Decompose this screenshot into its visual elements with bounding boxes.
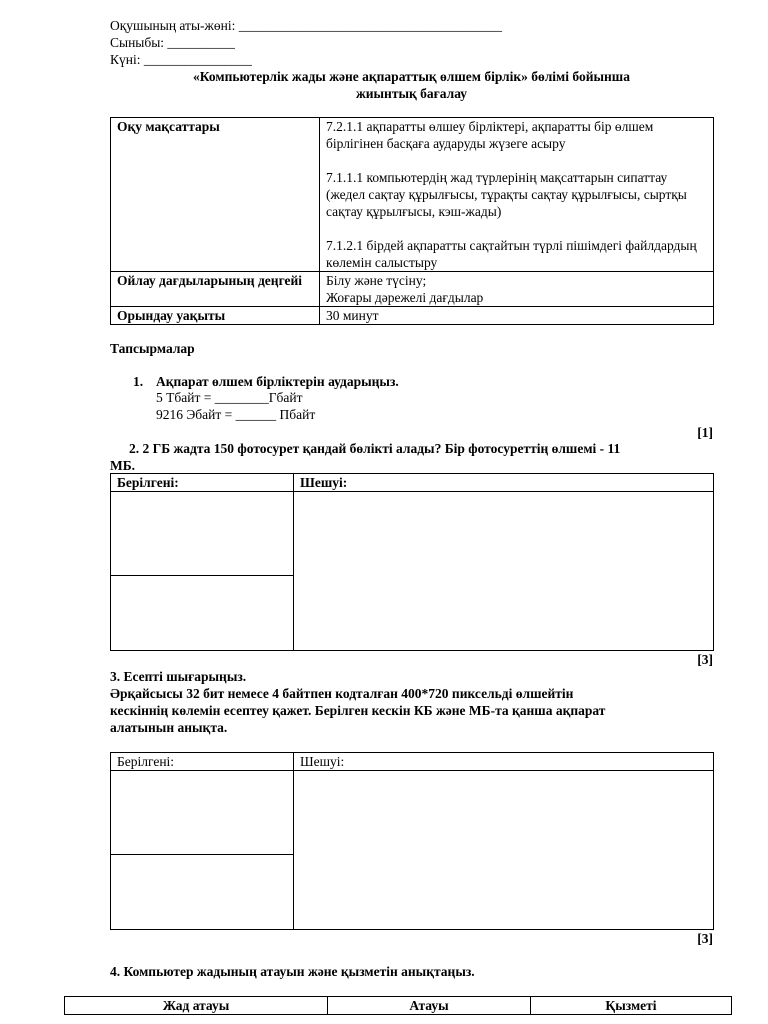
thinking-level-value	[320, 272, 714, 307]
page-title-line1: «Компьютерлік жады және ақпараттық өлшем бірлік» бөлімі бойынша	[193, 69, 630, 84]
task2-mark: [3]	[697, 652, 713, 667]
objective-3: 7.1.2.1 бірдей ақпаратты сақтайтын түрлі пішімдегі файлдардың көлемін салыстыру	[326, 238, 697, 270]
objectives-label: Оқу мақсаттары	[111, 118, 320, 272]
task3-answer-table	[110, 752, 714, 930]
task3-solution-cell[interactable]	[294, 771, 714, 930]
task3-solution-header: Шешуі:	[294, 753, 714, 771]
table-row	[111, 474, 714, 492]
objective-2: 7.1.1.1 компьютердің жад түрлерінің мақсаттарын сипаттау (жедел сақтау құрылғысы, тұрақты сақтау құрылғысы, сыртқы сақтау құрылғысы, кэш-жады)	[326, 170, 687, 219]
task1-number: 1.	[133, 374, 144, 389]
task2-solution-cell[interactable]	[294, 492, 714, 651]
task1-mark: [1]	[697, 425, 713, 440]
task3-line1: Әрқайсысы 32 бит немесе 4 байтпен кодталған 400*720 пиксельді өлшейтін	[110, 686, 574, 701]
thinking-level-2: Жоғары дәрежелі дағдылар	[326, 290, 484, 305]
task2-solution-header: Шешуі:	[294, 474, 714, 492]
table-row	[111, 771, 714, 855]
table-row	[65, 997, 732, 1015]
task4-heading: 4. Компьютер жадының атауын және қызметін анықтаңыз.	[110, 964, 475, 979]
task1-title: Ақпарат өлшем бірліктерін аударыңыз.	[156, 374, 399, 389]
objective-1: 7.2.1.1 ақпаратты өлшеу бірліктері, ақпаратты бір өлшем бірлігінен басқаға аударуды жүзеге асыру	[326, 119, 654, 151]
task2-line1: 2. 2 ГБ жадта 150 фотосурет қандай бөлікті алады? Бір фотосуреттің өлшемі - 11	[129, 441, 621, 456]
table-row	[111, 307, 714, 325]
task3-heading: 3. Есепті шығарыңыз.	[110, 669, 247, 684]
table-row	[111, 492, 714, 576]
task4-table	[64, 996, 732, 1015]
task4-col-memory-name: Жад атауы	[65, 997, 328, 1015]
task2-given-cell-2[interactable]	[111, 576, 294, 651]
task1-line2: 9216 Эбайт = ______ Пбайт	[156, 407, 316, 422]
task4-col-name: Атауы	[328, 997, 531, 1015]
thinking-level-label: Ойлау дағдыларының деңгейі	[111, 272, 320, 307]
objectives-table	[110, 117, 714, 325]
thinking-level-1: Білу және түсіну;	[326, 273, 427, 288]
task2-given-cell[interactable]	[111, 492, 294, 576]
objectives-value	[320, 118, 714, 272]
table-row	[111, 118, 714, 272]
task3-given-cell-2[interactable]	[111, 855, 294, 930]
time-value: 30 минут	[320, 307, 714, 325]
tasks-heading: Тапсырмалар	[110, 341, 195, 356]
task2-answer-table	[110, 473, 714, 651]
task3-line3: алатынын анықта.	[110, 720, 228, 735]
page-title-line2: жиынтық бағалау	[355, 86, 468, 101]
table-row	[111, 272, 714, 307]
table-row	[111, 753, 714, 771]
task3-given-header: Берілгені:	[111, 753, 294, 771]
task4-col-function: Қызметі	[531, 997, 732, 1015]
task1-line1: 5 Тбайт = ________Гбайт	[156, 390, 303, 405]
student-name-line: Оқушының аты-жөні: _______________________________________	[110, 18, 502, 33]
class-line: Сыныбы: __________	[110, 35, 235, 50]
task3-given-cell[interactable]	[111, 771, 294, 855]
task3-mark: [3]	[697, 931, 713, 946]
task3-line2: кескіннің көлемін есептеу қажет. Берілген кескін КБ және МБ-та қанша ақпарат	[110, 703, 606, 718]
date-line: Күні: ________________	[110, 52, 252, 67]
task2-line2: МБ.	[110, 458, 136, 473]
time-label: Орындау уақыты	[111, 307, 320, 325]
task2-given-header: Берілгені:	[111, 474, 294, 492]
